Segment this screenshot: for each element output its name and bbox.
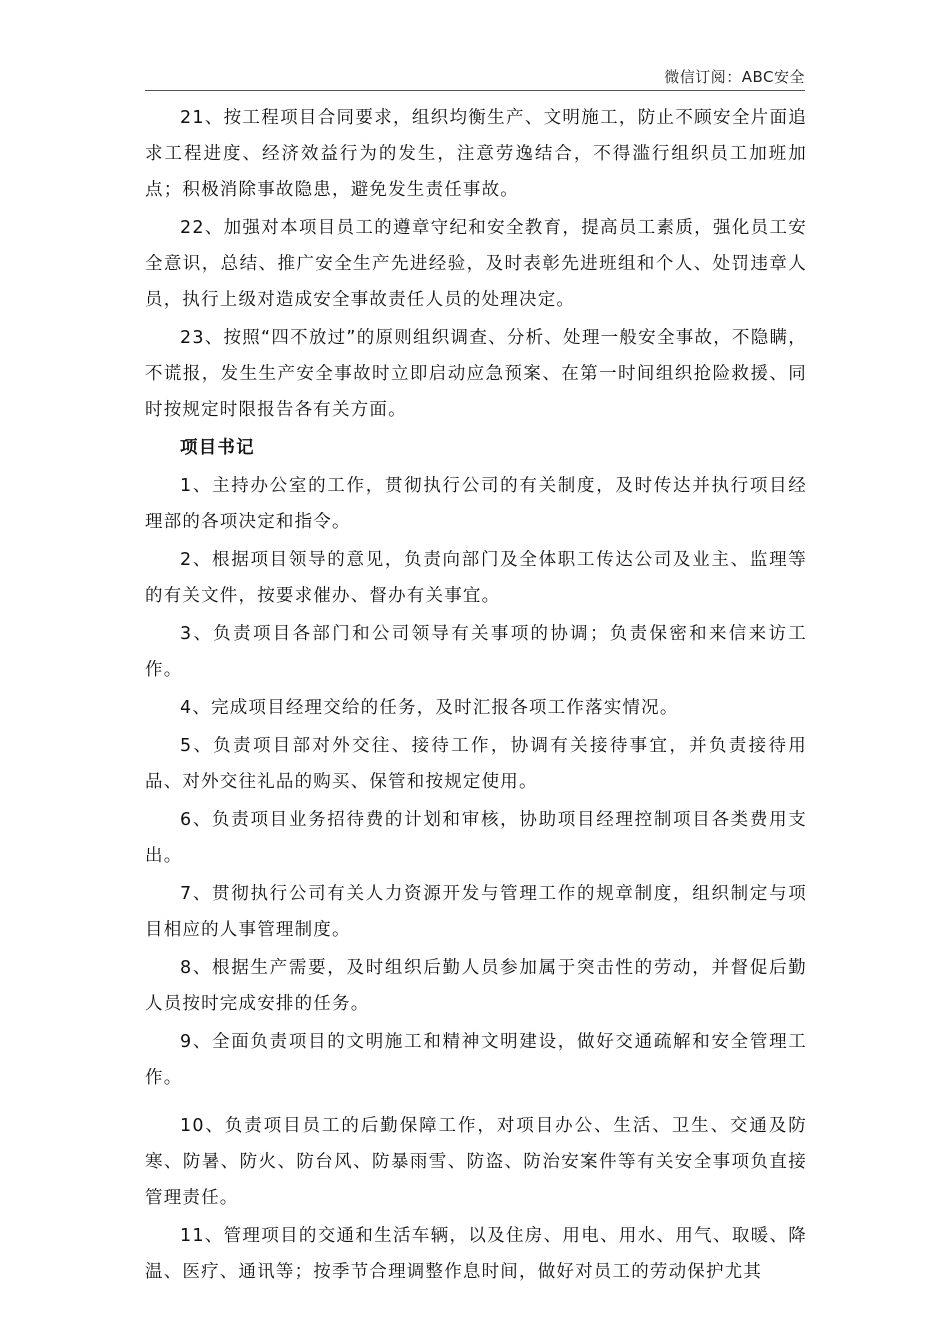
paragraph-item-2: 2、根据项目领导的意见，负责向部门及全体职工传达公司及业主、监理等的有关文件，按要求催办、督办有关事宜。 <box>145 550 807 606</box>
header-divider <box>145 90 805 91</box>
paragraph-item-3: 3、负责项目各部门和公司领导有关事项的协调；负责保密和来信来访工作。 <box>145 624 807 680</box>
paragraph-item-1: 1、主持办公室的工作，贯彻执行公司的有关制度，及时传达并执行项目经理部的各项决定和指令。 <box>145 476 807 532</box>
paragraph-item-23: 23、按照“四不放过”的原则组织调查、分析、处理一般安全事故，不隐瞒，不谎报，发生生产安全事故时立即启动应急预案、在第一时间组织抢险救援、同时按规定时限报告各有关方面。 <box>145 328 807 420</box>
paragraph-item-21: 21、按工程项目合同要求，组织均衡生产、文明施工，防止不顾安全片面追求工程进度、经济效益行为的发生，注意劳逸结合，不得滥行组织员工加班加点；积极消除事故隐患，避免发生责任事故。 <box>145 108 807 200</box>
paragraph-item-8: 8、根据生产需要，及时组织后勤人员参加属于突击性的劳动，并督促后勤人员按时完成安排的任务。 <box>145 958 807 1014</box>
paragraph-item-4: 4、完成项目经理交给的任务，及时汇报各项工作落实情况。 <box>180 698 679 718</box>
paragraph-item-5: 5、负责项目部对外交往、接待工作，协调有关接待事宜，并负责接待用品、对外交往礼品的购买、保管和按规定使用。 <box>145 736 807 792</box>
paragraph-item-22: 22、加强对本项目员工的遵章守纪和安全教育，提高员工素质，强化员工安全意识，总结、推广安全生产先进经验，及时表彰先进班组和个人、处罚违章人员，执行上级对造成安全事故责任人员的处理决定。 <box>145 218 807 310</box>
section-heading: 项目书记 <box>180 438 255 458</box>
paragraph-item-7: 7、贯彻执行公司有关人力资源开发与管理工作的规章制度，组织制定与项目相应的人事管理制度。 <box>145 884 807 940</box>
paragraph-item-9: 9、全面负责项目的文明施工和精神文明建设，做好交通疏解和安全管理工作。 <box>145 1032 807 1088</box>
paragraph-gap <box>145 1098 807 1108</box>
paragraph-item-11: 11、管理项目的交通和生活车辆，以及住房、用电、用水、用气、取暖、降温、医疗、通讯等；按季节合理调整作息时间，做好对员工的劳动保护尤其 <box>145 1226 807 1282</box>
header-subscription-note: 微信订阅：ABC安全 <box>664 68 805 86</box>
paragraph-item-10: 10、负责项目员工的后勤保障工作，对项目办公、生活、卫生、交通及防寒、防暑、防火、防台风、防暴雨雪、防盗、防治安案件等有关安全事项负直接管理责任。 <box>145 1116 807 1208</box>
paragraph-item-6: 6、负责项目业务招待费的计划和审核，协助项目经理控制项目各类费用支出。 <box>145 810 807 866</box>
document-body <box>145 100 807 1292</box>
